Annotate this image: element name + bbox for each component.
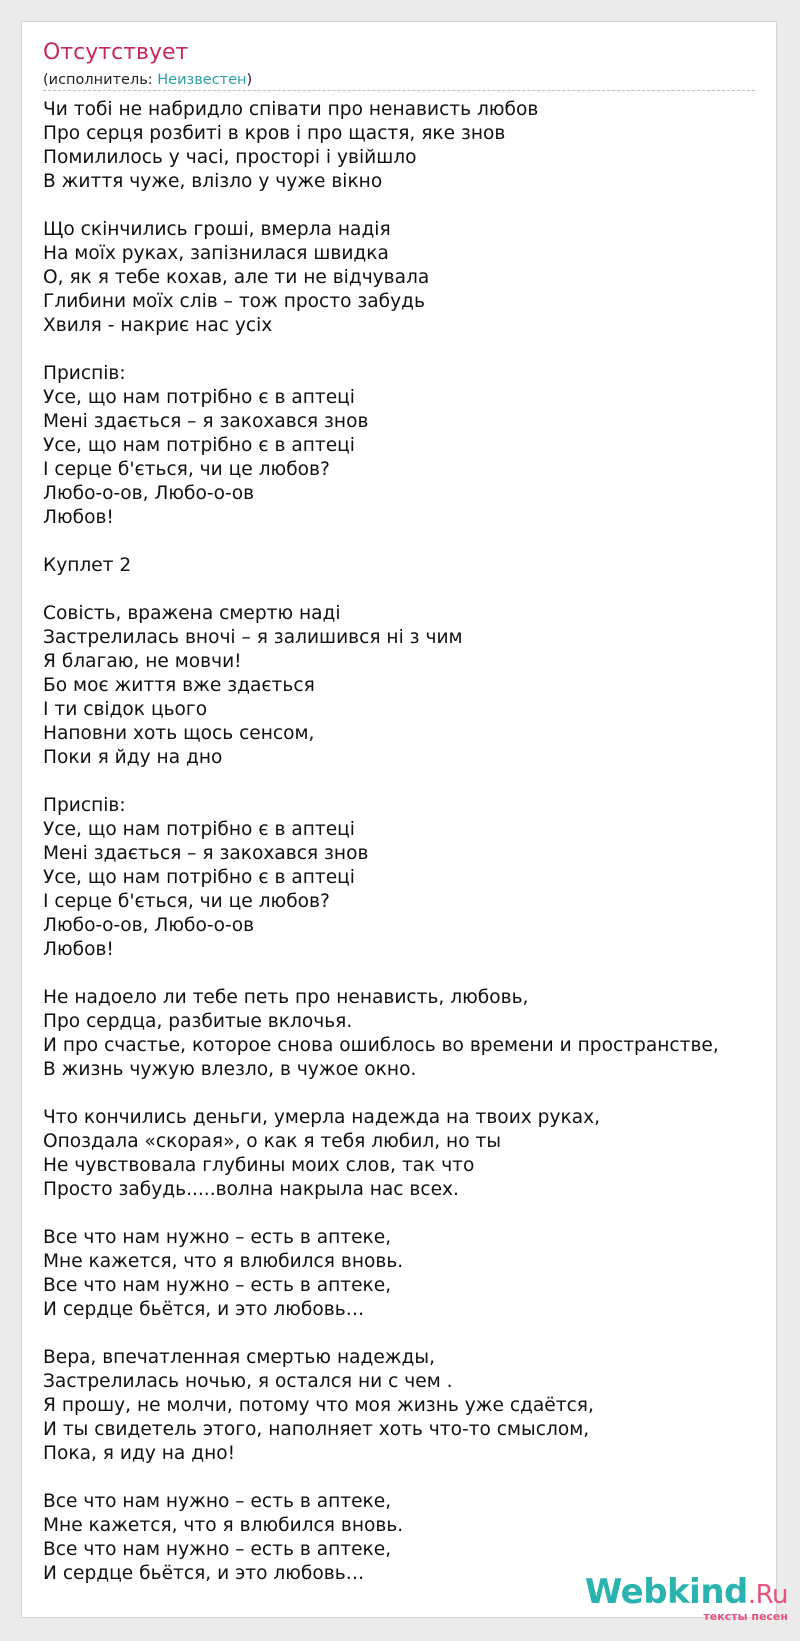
lyrics-line: Про серця розбиті в кров і про щастя, яке знов <box>43 123 506 144</box>
lyrics-line: Приспів: <box>43 363 126 384</box>
lyrics-line: И ты свидетель этого, наполняет хоть что-то смыслом, <box>43 1419 590 1440</box>
lyrics-line: І ти свідок цього <box>43 699 208 720</box>
lyrics-line: І серце б'ється, чи це любов? <box>43 891 330 912</box>
lyrics-card <box>21 21 788 1623</box>
site-logo[interactable] <box>582 1572 800 1624</box>
lyrics-line: Любов! <box>43 507 114 528</box>
lyrics-blank-line <box>43 338 773 362</box>
lyrics-line: Застрелилась вночі – я залишився ні з чим <box>43 627 463 648</box>
lyrics-line: Опоздала «скорая», о как я тебя любил, но ты <box>43 1131 502 1152</box>
lyrics-line: Все что нам нужно – есть в аптеке, <box>43 1227 392 1248</box>
lyrics-line: И сердце бьётся, и это любовь… <box>43 1563 365 1584</box>
lyrics-line: Чи тобі не набридло співати про ненависть любов <box>43 99 539 120</box>
lyrics-line: Бо моє життя вже здається <box>43 675 315 696</box>
title-divider <box>43 90 755 91</box>
lyrics-line: Я прошу, не молчи, потому что моя жизнь уже сдаётся, <box>43 1395 594 1416</box>
artist-prefix: (исполнитель: <box>43 72 158 88</box>
lyrics-line: Мені здається – я закохався знов <box>43 843 369 864</box>
lyrics-line: Помилилось у часі, просторі і увійшло <box>43 147 417 168</box>
song-title: Отсутствует <box>43 40 189 65</box>
lyrics-line: Все что нам нужно – есть в аптеке, <box>43 1491 392 1512</box>
lyrics-line: Любов! <box>43 939 114 960</box>
lyrics-line: На моїх руках, запізнилася швидка <box>43 243 389 264</box>
lyrics-line: Про сердца, разбитые вклочья. <box>43 1011 353 1032</box>
logo-text: Webkind <box>584 1572 748 1612</box>
lyrics-blank-line <box>43 530 773 554</box>
lyrics-line: І серце б'ється, чи це любов? <box>43 459 330 480</box>
lyrics-line: Приспів: <box>43 795 126 816</box>
lyrics-line: Просто забудь.....волна накрыла нас всех. <box>43 1179 459 1200</box>
lyrics-line: Мне кажется, что я влюбился вновь. <box>43 1515 404 1536</box>
lyrics-line: И про счастье, которое снова ошиблось во времени и пространстве, <box>43 1035 719 1056</box>
artist-link[interactable]: Неизвестен <box>157 72 247 88</box>
lyrics-line: Усе, що нам потрібно є в аптеці <box>43 819 355 840</box>
lyrics-line: Усе, що нам потрібно є в аптеці <box>43 387 355 408</box>
lyrics-line: Що скінчились гроші, вмерла надія <box>43 219 391 240</box>
lyrics-line: Поки я йду на дно <box>43 747 223 768</box>
lyrics-line: Куплет 2 <box>43 555 132 576</box>
logo-wordmark <box>585 1572 788 1612</box>
lyrics-line: Вера, впечатленная смертью надежды, <box>43 1347 435 1368</box>
lyrics-blank-line <box>43 770 773 794</box>
lyrics-line: Все что нам нужно – есть в аптеке, <box>43 1539 392 1560</box>
lyrics-line: Наповни хоть щось сенсом, <box>43 723 315 744</box>
lyrics-line: Любо-о-ов, Любо-о-ов <box>43 483 255 504</box>
artist-line <box>43 72 252 88</box>
lyrics-line: Я благаю, не мовчи! <box>43 651 242 672</box>
lyrics-line: Застрелилась ночью, я остался ни с чем . <box>43 1371 453 1392</box>
lyrics-line: Не надоело ли тебе петь про ненависть, любовь, <box>43 987 529 1008</box>
lyrics-blank-line <box>43 962 773 986</box>
lyrics-line: В жизнь чужую влезло, в чужое окно. <box>43 1059 417 1080</box>
lyrics-line: И сердце бьётся, и это любовь… <box>43 1299 365 1320</box>
lyrics-line: В життя чуже, влізло у чуже вікно <box>43 171 383 192</box>
lyrics-line: Усе, що нам потрібно є в аптеці <box>43 435 355 456</box>
lyrics-line: Что кончились деньги, умерла надежда на твоих руках, <box>43 1107 601 1128</box>
lyrics-line: Мне кажется, что я влюбился вновь. <box>43 1251 404 1272</box>
lyrics-text <box>43 98 773 1586</box>
lyrics-line: О, як я тебе кохав, але ти не відчувала <box>43 267 430 288</box>
logo-tagline: тексты песен <box>703 1610 788 1623</box>
lyrics-line: Усе, що нам потрібно є в аптеці <box>43 867 355 888</box>
lyrics-line: Пока, я иду на дно! <box>43 1443 236 1464</box>
lyrics-blank-line <box>43 1466 773 1490</box>
lyrics-blank-line <box>43 1322 773 1346</box>
lyrics-line: Глибини моїх слів – тож просто забудь <box>43 291 425 312</box>
lyrics-line: Хвиля - накриє нас усіх <box>43 315 273 336</box>
lyrics-blank-line <box>43 194 773 218</box>
lyrics-blank-line <box>43 578 773 602</box>
lyrics-line: Мені здається – я закохався знов <box>43 411 369 432</box>
lyrics-blank-line <box>43 1082 773 1106</box>
lyrics-line: Не чувствовала глубины моих слов, так что <box>43 1155 475 1176</box>
lyrics-line: Совість, вражена смертю наді <box>43 603 341 624</box>
logo-suffix: .Ru <box>747 1580 788 1610</box>
lyrics-line: Все что нам нужно – есть в аптеке, <box>43 1275 392 1296</box>
lyrics-blank-line <box>43 1202 773 1226</box>
lyrics-line: Любо-о-ов, Любо-о-ов <box>43 915 255 936</box>
artist-suffix: ) <box>246 72 253 88</box>
